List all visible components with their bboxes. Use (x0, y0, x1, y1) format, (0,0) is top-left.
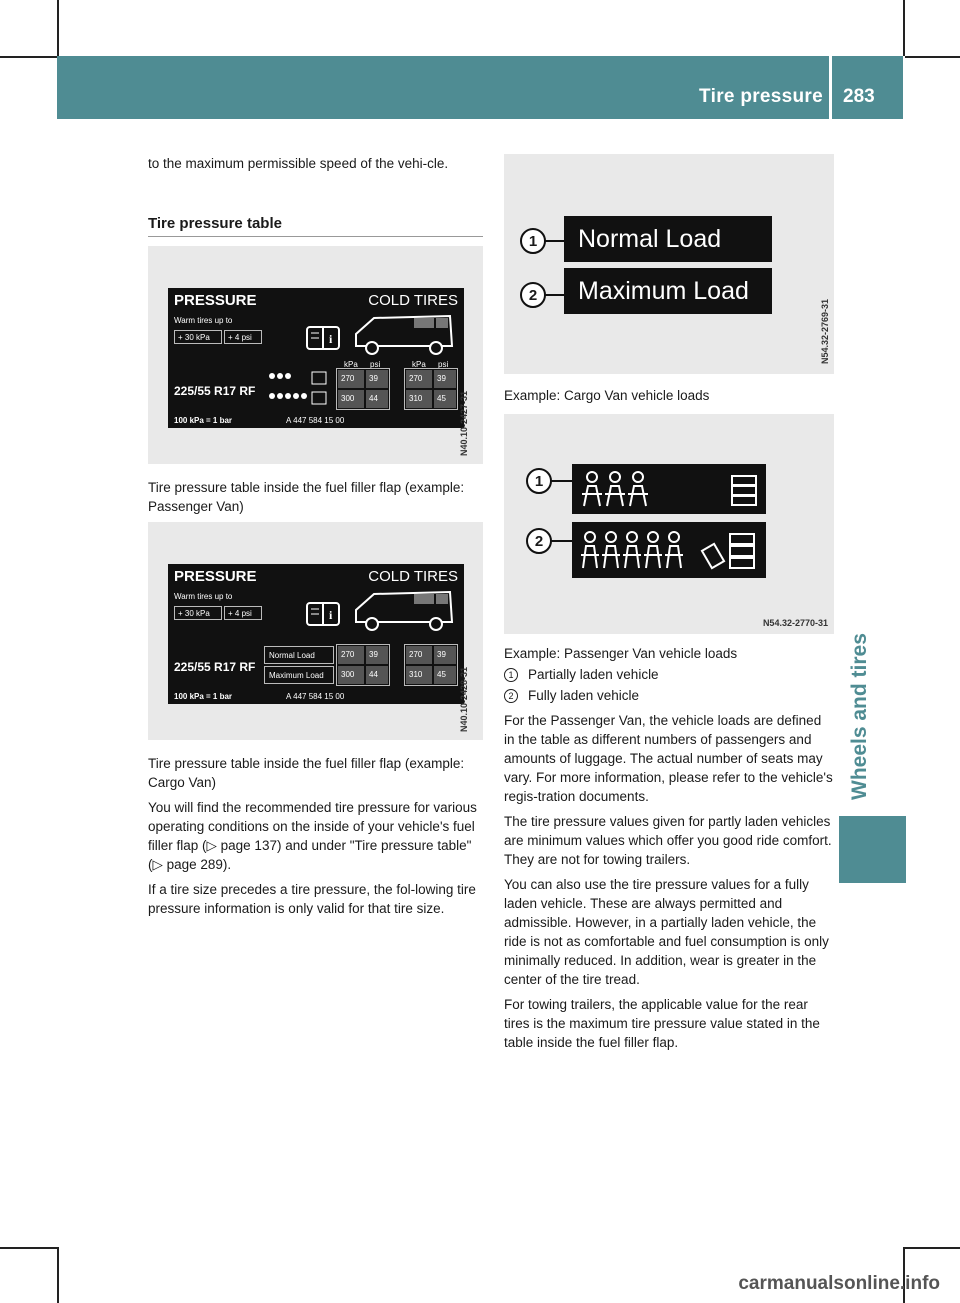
legend-item: 1 Partially laden vehicle (504, 665, 834, 684)
part-number: A 447 584 15 00 (286, 692, 345, 701)
paragraph: For the Passenger Van, the vehicle loads are defined in the table as different numbers of passengers and amounts of luggage. The actual number of seats may vary. For more information, please refer to the vehicle's regis-tration documents. (504, 713, 833, 804)
figure-cargo-van-table (148, 522, 483, 740)
value-cell: 300 (338, 390, 364, 408)
figure-passenger-van-table (148, 246, 483, 464)
leader-line (550, 540, 574, 542)
van-icon (352, 588, 456, 632)
right-body (504, 644, 834, 1058)
crop-mark (57, 1247, 59, 1303)
left-body (148, 754, 483, 924)
svg-text:i: i (329, 608, 333, 622)
side-tab-label: Wheels and tires (848, 633, 871, 800)
footer-conversion: 100 kPa = 1 bar (174, 416, 233, 425)
luggage-full-icon (700, 532, 760, 572)
callout-2: 2 (504, 689, 518, 703)
five-passengers-icon (580, 530, 688, 572)
paragraph: You can also use the tire pressure values for a fully laden vehicle. These are always permitted and admissible. However, in a partially laden vehicle, the ride is not as comfortable and fuel consumption is only minimally reduced. In addition, wear is greater in the center of the tire tread. (504, 877, 829, 987)
van-icon (352, 312, 456, 356)
tire-label-panel (168, 288, 464, 428)
unit-kpa: kPa (344, 360, 358, 369)
value-cell: 45 (434, 666, 456, 684)
value-cell: 270 (338, 646, 364, 664)
callout-2: 2 (520, 282, 546, 308)
value-cell: 300 (338, 666, 364, 684)
value-cell: 310 (406, 666, 432, 684)
heading-rule (148, 236, 483, 237)
section-title: Tire pressure (699, 86, 823, 107)
warm-label: Warm tires up to (174, 592, 233, 601)
luggage-icon (730, 474, 758, 508)
crop-mark (903, 0, 905, 56)
figure-caption: Example: Cargo Van vehicle loads (504, 388, 710, 403)
three-passengers-icon (580, 470, 650, 510)
figure-code: N40.10-2427-31 (459, 390, 469, 456)
warm-kpa-box: + 30 kPa (174, 606, 222, 620)
side-tab-block (839, 816, 906, 883)
crop-mark (905, 1247, 960, 1249)
figure-caption: Tire pressure table inside the fuel filler flap (example: Cargo Van) (148, 756, 465, 790)
maximum-load-bar: Maximum Load (564, 268, 772, 314)
normal-load-box: Normal Load (264, 646, 334, 664)
value-cell: 39 (366, 370, 388, 388)
pressure-label: PRESSURE (174, 568, 257, 585)
tire-label-panel (168, 564, 464, 704)
watermark: carmanualsonline.info (738, 1273, 940, 1294)
legend-item: 2 Fully laden vehicle (504, 686, 834, 705)
maximum-load-box: Maximum Load (264, 666, 334, 684)
warm-psi-box: + 4 psi (224, 606, 262, 620)
crop-mark (57, 0, 59, 56)
unit-psi: psi (438, 360, 449, 369)
tire-size: 225/55 R17 RF (174, 660, 256, 674)
page-number: 283 (843, 86, 875, 107)
value-cell: 270 (338, 370, 364, 388)
value-cell: 39 (366, 646, 388, 664)
value-cell: 270 (406, 646, 432, 664)
crop-mark (0, 1247, 57, 1249)
svg-text:i: i (329, 332, 333, 346)
callout-1: 1 (504, 668, 518, 682)
warm-label: Warm tires up to (174, 316, 233, 325)
pressure-label: PRESSURE (174, 292, 257, 309)
figure-code: N54.32-2770-31 (762, 618, 828, 628)
normal-load-bar: Normal Load (564, 216, 772, 262)
crop-mark (905, 56, 960, 58)
figure-caption: Example: Passenger Van vehicle loads (504, 646, 738, 661)
left-intro: to the maximum permissible speed of the vehi-cle. (148, 156, 449, 171)
section-heading: Tire pressure table (148, 215, 282, 232)
value-cell: 39 (434, 370, 456, 388)
figure-cargo-van-loads (504, 154, 834, 374)
header-divider (829, 56, 832, 119)
figure-passenger-van-loads (504, 414, 834, 634)
figure-code: N54.32-2769-31 (820, 298, 830, 364)
value-cell: 39 (434, 646, 456, 664)
manual-icon (306, 602, 340, 626)
warm-psi-box: + 4 psi (224, 330, 262, 344)
value-cell: 44 (366, 666, 388, 684)
value-cell: 45 (434, 390, 456, 408)
footer-conversion: 100 kPa = 1 bar (174, 692, 233, 701)
leader-line (550, 480, 574, 482)
part-number: A 447 584 15 00 (286, 416, 345, 425)
cold-tires-label: COLD TIRES (368, 292, 458, 309)
callout-1: 1 (520, 228, 546, 254)
paragraph: If a tire size precedes a tire pressure, the fol-lowing tire pressure information is only valid for that tire size. (148, 882, 476, 916)
callout-2: 2 (526, 528, 552, 554)
callout-1: 1 (526, 468, 552, 494)
value-cell: 310 (406, 390, 432, 408)
paragraph: The tire pressure values given for partly laden vehicles are minimum values which offer you good ride comfort. They are not for towing trailers. (504, 814, 832, 867)
warm-kpa-box: + 30 kPa (174, 330, 222, 344)
paragraph: For towing trailers, the applicable value for the rear tires is the maximum tire pressure value stated in the table inside the fuel filler flap. (504, 997, 820, 1050)
paragraph: You will find the recommended tire pressure for various operating conditions on the inside of your vehicle's fuel filler flap (▷ page 137) and under "Tire pressure table" (▷ page 289). (148, 800, 477, 872)
value-cell: 44 (366, 390, 388, 408)
figure-code: N40.10-2428-31 (459, 666, 469, 732)
manual-icon (306, 326, 340, 350)
crop-mark (0, 56, 57, 58)
tire-size: 225/55 R17 RF (174, 384, 256, 398)
unit-psi: psi (370, 360, 381, 369)
cold-tires-label: COLD TIRES (368, 568, 458, 585)
figure-caption: Tire pressure table inside the fuel filler flap (example: Passenger Van) (148, 480, 465, 514)
occupants-icon (266, 370, 330, 410)
unit-kpa: kPa (412, 360, 426, 369)
value-cell: 270 (406, 370, 432, 388)
